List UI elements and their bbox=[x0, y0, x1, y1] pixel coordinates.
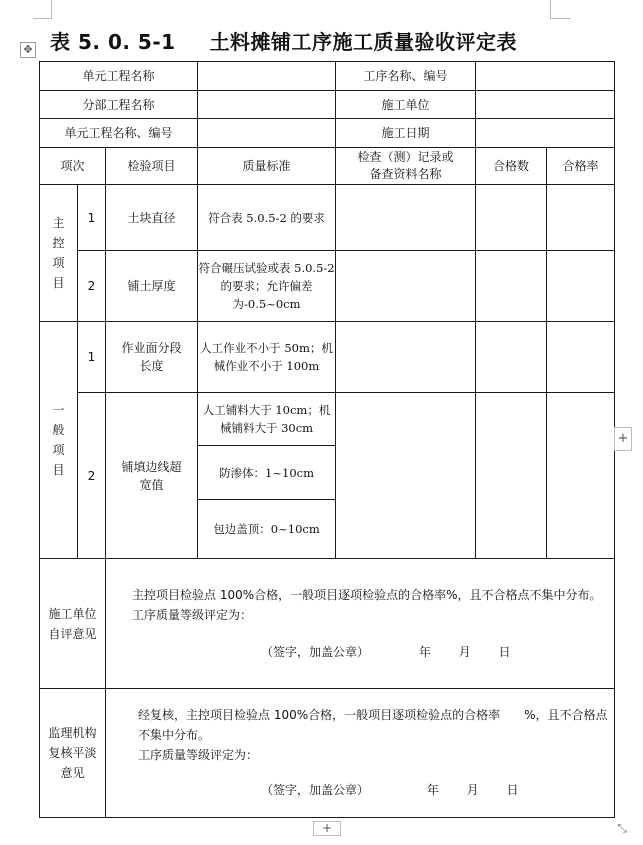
self-eval-opinion[interactable] bbox=[106, 559, 615, 689]
self-eval-text-1: 主控项目检验点 100%合格，一般项目逐项检验点的合格率%，且不合格点不集中分布。 bbox=[132, 588, 602, 602]
record-cell[interactable] bbox=[336, 251, 476, 322]
month-label: 月 bbox=[466, 783, 479, 797]
inspection-form-table bbox=[39, 61, 615, 818]
general-items-label: 一般项目 bbox=[40, 322, 78, 559]
unit-project-name-value[interactable] bbox=[198, 62, 336, 91]
table-id: 表 5. 0. 5-1 bbox=[50, 30, 176, 54]
day-label: 日 bbox=[498, 645, 511, 659]
month-label: 月 bbox=[458, 645, 471, 659]
item-number: 2 bbox=[78, 251, 106, 322]
record-cell[interactable] bbox=[336, 322, 476, 393]
col-header-pass-count: 合格数 bbox=[476, 148, 547, 185]
process-name-value[interactable] bbox=[476, 62, 615, 91]
pass-rate-cell[interactable] bbox=[547, 251, 615, 322]
construction-date-label: 施工日期 bbox=[336, 119, 476, 148]
table-title: 土料摊铺工序施工质量验收评定表 bbox=[209, 30, 518, 54]
quality-standard: 符合表 5.0.5-2 的要求 bbox=[198, 185, 336, 251]
add-row-button[interactable]: + bbox=[313, 821, 341, 836]
year-label: 年 bbox=[426, 783, 439, 797]
supervisor-eval-label: 监理机构复核平淡意见 bbox=[40, 689, 106, 818]
self-eval-text-2: 工序质量等级评定为： bbox=[132, 608, 253, 622]
add-column-button[interactable]: + bbox=[614, 427, 632, 451]
supervisor-signature-line bbox=[106, 765, 614, 799]
pass-count-cell[interactable] bbox=[476, 393, 547, 559]
check-item-name: 土块直径 bbox=[106, 185, 198, 251]
page-corner-mark bbox=[33, 0, 52, 19]
year-label: 年 bbox=[418, 645, 431, 659]
quality-standard: 人工作业不小于 50m；机械作业不小于 100m bbox=[198, 322, 336, 393]
division-project-value[interactable] bbox=[198, 91, 336, 119]
record-cell[interactable] bbox=[336, 185, 476, 251]
check-item-name: 作业面分段长度 bbox=[106, 322, 198, 393]
supervisor-eval-text-2: 工序质量等级评定为： bbox=[138, 748, 259, 762]
process-name-label: 工序名称、编号 bbox=[336, 62, 476, 91]
table-move-handle[interactable]: ✥ bbox=[20, 42, 36, 58]
pass-rate-cell[interactable] bbox=[547, 185, 615, 251]
pass-count-cell[interactable] bbox=[476, 185, 547, 251]
record-cell[interactable] bbox=[336, 393, 476, 559]
item-number: 2 bbox=[78, 393, 106, 559]
page-title bbox=[50, 26, 517, 55]
pass-count-cell[interactable] bbox=[476, 322, 547, 393]
pass-rate-cell[interactable] bbox=[547, 393, 615, 559]
col-header-item: 项次 bbox=[40, 148, 106, 185]
day-label: 日 bbox=[506, 783, 519, 797]
supervisor-eval-text-1: 经复核，主控项目检验点 100%合格，一般项目逐项检验点的合格率 %，且不合格点不集中分布。 bbox=[138, 708, 608, 742]
self-eval-label: 施工单位自评意见 bbox=[40, 559, 106, 689]
quality-standard: 包边盖顶：0~10cm bbox=[198, 500, 336, 559]
supervisor-eval-opinion[interactable] bbox=[106, 689, 615, 818]
col-header-check-item: 检验项目 bbox=[106, 148, 198, 185]
col-header-standard: 质量标准 bbox=[198, 148, 336, 185]
unit-project-code-value[interactable] bbox=[198, 119, 336, 148]
signature-note: （签字，加盖公章） bbox=[261, 783, 370, 797]
unit-project-name-label: 单元工程名称 bbox=[40, 62, 198, 91]
division-project-label: 分部工程名称 bbox=[40, 91, 198, 119]
check-item-name: 铺填边线超宽值 bbox=[106, 393, 198, 559]
col-header-pass-rate: 合格率 bbox=[547, 148, 615, 185]
item-number: 1 bbox=[78, 185, 106, 251]
item-number: 1 bbox=[78, 322, 106, 393]
quality-standard: 符合碾压试验或表 5.0.5-2 的要求；允许偏差为-0.5~0cm bbox=[198, 251, 336, 322]
unit-project-code-label: 单元工程名称、编号 bbox=[40, 119, 198, 148]
pass-count-cell[interactable] bbox=[476, 251, 547, 322]
self-eval-signature-line bbox=[106, 625, 614, 661]
table-resize-handle[interactable]: ⤡ bbox=[617, 821, 627, 835]
quality-standard: 人工铺料大于 10cm；机械铺料大于 30cm bbox=[198, 393, 336, 446]
signature-note: （签字，加盖公章） bbox=[261, 645, 370, 659]
pass-rate-cell[interactable] bbox=[547, 322, 615, 393]
check-item-name: 铺土厚度 bbox=[106, 251, 198, 322]
main-items-label: 主控项目 bbox=[40, 185, 78, 322]
contractor-value[interactable] bbox=[476, 91, 615, 119]
contractor-label: 施工单位 bbox=[336, 91, 476, 119]
quality-standard: 防渗体：1~10cm bbox=[198, 446, 336, 500]
construction-date-value[interactable] bbox=[476, 119, 615, 148]
page-corner-mark bbox=[550, 0, 571, 19]
col-header-record: 检查（测）记录或备查资料名称 bbox=[336, 148, 476, 185]
